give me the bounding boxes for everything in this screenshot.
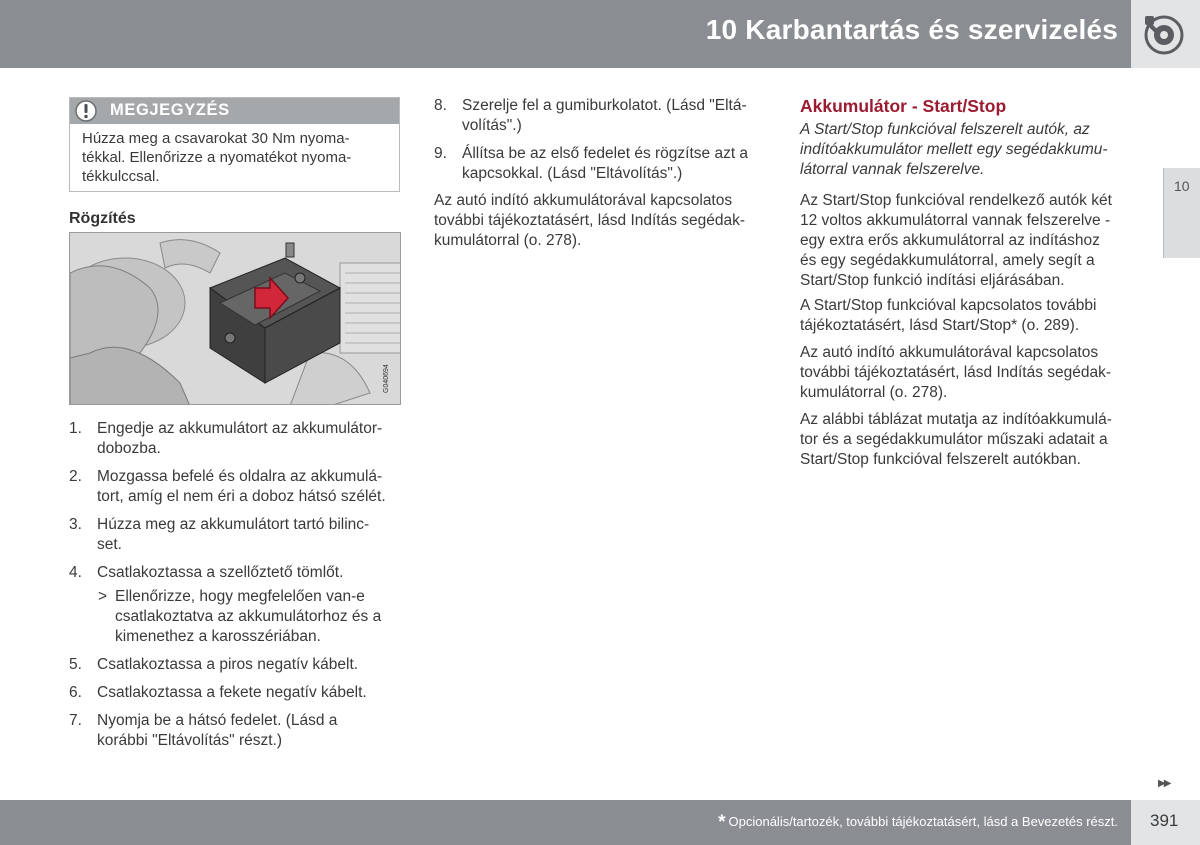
para-line: tájékoztatásért, lásd Start/Stop* (o. 289). [800, 317, 1080, 334]
step-line: Csatlakoztassa a piros negatív kábelt. [97, 656, 359, 673]
sub-marker: > [98, 588, 108, 605]
list-item [69, 563, 409, 647]
step-line: kapcsokkal. (Lásd "Eltávolítás".) [462, 165, 683, 182]
step-line: Csatlakoztassa a szellőztető tömlőt. [97, 564, 344, 581]
para-line: kumulátorral (o. 278). [800, 384, 948, 401]
step-line: Csatlakoztassa a fekete negatív kábelt. [97, 684, 367, 701]
sub-item [97, 587, 409, 647]
para-line: Az Start/Stop funkcióval rendelkező autók két [800, 192, 1112, 209]
chapter-title: 10 Karbantartás és szervizelés [705, 14, 1118, 45]
intro-line: indítóakkumulátor mellett egy segédakkumu- [800, 141, 1108, 158]
sub-line: kimenethez a karosszériában. [115, 628, 321, 645]
step-line: set. [97, 536, 122, 553]
intro-line: A Start/Stop funkcióval felszerelt autók, az [800, 121, 1090, 138]
list-item [69, 711, 409, 751]
chapter-tab [1163, 168, 1200, 258]
note-line: tékkal. Ellenőrizze a nyomatékot nyoma- [82, 149, 352, 166]
step-number: 7. [69, 712, 82, 729]
step-number: 2. [69, 468, 82, 485]
sub-line: Ellenőrizze, hogy megfelelően van-e [115, 588, 365, 605]
info-icon [75, 100, 97, 122]
footer-star: * [718, 812, 726, 833]
figure-code: G040694 [383, 364, 390, 393]
step-line: Mozgassa befelé és oldalra az akkumulá- [97, 468, 383, 485]
step-line: korábbi "Eltávolítás" részt.) [97, 732, 283, 749]
step-line: Engedje az akkumulátort az akkumulátor- [97, 420, 383, 437]
list-item [69, 683, 409, 703]
right-paragraph-1 [800, 191, 1145, 291]
step-number: 6. [69, 684, 82, 701]
para-line: Az autó indító akkumulátorával kapcsolatos [434, 192, 733, 209]
step-line: Húzza meg az akkumulátort tartó bilinc- [97, 516, 370, 533]
footer-note [718, 812, 1118, 834]
para-line: 12 voltos akkumulátorral vannak felszerelve - [800, 212, 1111, 229]
footer-note-text: Opcionális/tartozék, további tájékoztatásért, lásd a Bevezetés részt. [728, 814, 1118, 829]
note-line: Húzza meg a csavarokat 30 Nm nyoma- [82, 130, 350, 147]
battery-illustration [70, 233, 401, 405]
middle-paragraph [434, 191, 774, 251]
list-item [69, 419, 409, 459]
page-number: 391 [1150, 811, 1179, 830]
step-number: 4. [69, 564, 82, 581]
para-line: tor és a segédakkumulátor műszaki adatait a [800, 431, 1108, 448]
para-line: Start/Stop funkció indítási eljárásában. [800, 272, 1065, 289]
step-number: 3. [69, 516, 82, 533]
steps-list-left [69, 419, 409, 759]
step-line: volítás".) [462, 117, 522, 134]
list-item [69, 655, 409, 675]
list-item [69, 467, 409, 507]
right-heading: Akkumulátor - Start/Stop [800, 96, 1007, 116]
note-line: tékkulccsal. [82, 168, 160, 185]
para-line: egy extra erős akkumulátorral az indításhoz [800, 232, 1100, 249]
sub-line: csatlakoztatva az akkumulátorhoz és a [115, 608, 382, 625]
step-number: 5. [69, 656, 82, 673]
para-line: további tájékoztatásért, lásd Indítás segédak- [434, 212, 746, 229]
step-number: 8. [434, 97, 447, 114]
step-line: Állítsa be az első fedelet és rögzítse azt a [462, 145, 749, 162]
note-text [70, 124, 399, 186]
battery-figure [69, 232, 401, 405]
list-item [434, 96, 774, 136]
chapter-icon-box [1131, 0, 1200, 68]
right-paragraph-4 [800, 410, 1145, 470]
wrench-gear-icon [1143, 14, 1185, 56]
list-item [69, 515, 409, 555]
double-arrow-right-icon: ▶▶ [1158, 778, 1170, 789]
note-title: MEGJEGYZÉS [110, 101, 230, 119]
right-paragraph-2 [800, 296, 1145, 336]
step-line: Nyomja be a hátsó fedelet. (Lásd a [97, 712, 338, 729]
para-line: kumulátorral (o. 278). [434, 232, 582, 249]
para-line: Start/Stop funkcióval felszerelt autókban. [800, 451, 1081, 468]
step-line: dobozba. [97, 440, 161, 457]
right-intro [800, 120, 1140, 180]
step-line: Szerelje fel a gumiburkolatot. (Lásd "Eltá- [462, 97, 747, 114]
list-item [434, 144, 774, 184]
chapter-tab-label: 10 [1174, 178, 1190, 194]
note-box [69, 97, 400, 192]
para-line: Az alábbi táblázat mutatja az indítóakkumulá- [800, 411, 1112, 428]
step-number: 9. [434, 145, 447, 162]
right-paragraph-3 [800, 343, 1145, 403]
para-line: további tájékoztatásért, lásd Indítás segédak- [800, 364, 1112, 381]
intro-line: látorral vannak felszerelve. [800, 161, 985, 178]
note-header [70, 98, 399, 124]
para-line: Az autó indító akkumulátorával kapcsolatos [800, 344, 1099, 361]
section-heading: Rögzítés [69, 210, 136, 227]
step-line: tort, amíg el nem éri a doboz hátsó szélét. [97, 488, 386, 505]
step-number: 1. [69, 420, 82, 437]
para-line: és egy segédakkumulátorral, amely segít a [800, 252, 1095, 269]
para-line: A Start/Stop funkcióval kapcsolatos további [800, 297, 1097, 314]
steps-list-middle [434, 96, 774, 192]
